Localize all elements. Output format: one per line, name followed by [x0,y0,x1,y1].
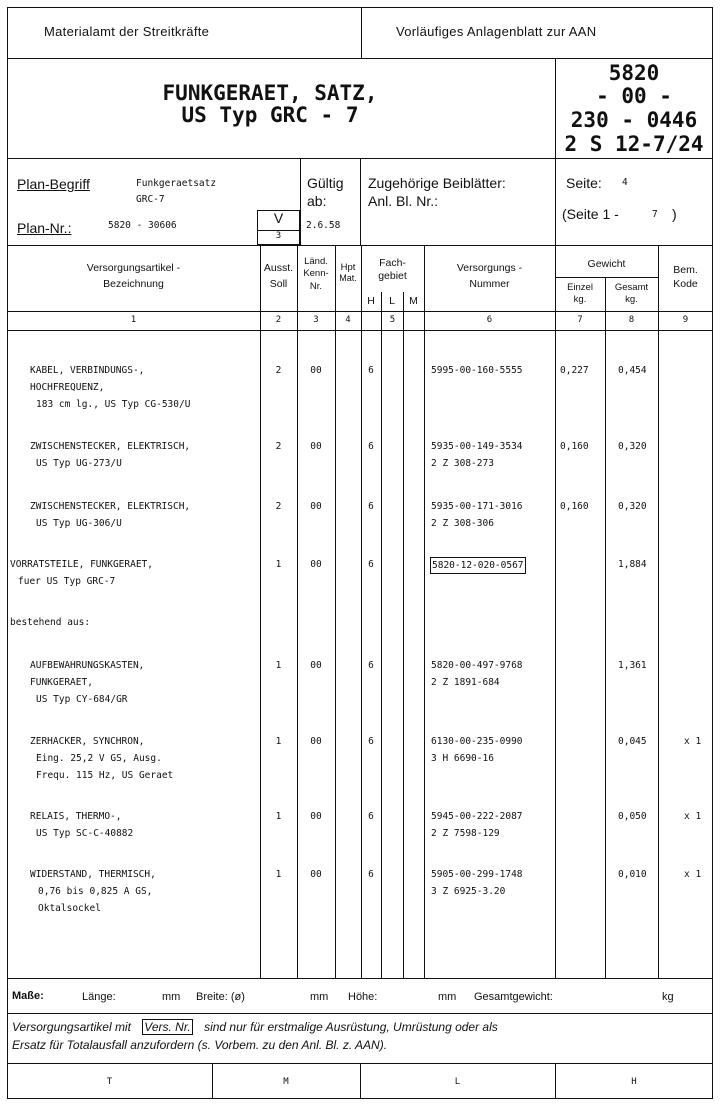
row-3-land-kenn: 00 [310,559,322,570]
row-6-land-kenn: 00 [310,811,322,822]
plan-nr-label: Plan-Nr.: [17,220,72,236]
row-5-versorgungs-nr: 6130-00-235-0990 [431,736,523,747]
nsn-code-3: 230 - 0446 [570,108,698,132]
col-header-land-3: Nr. [309,281,323,292]
col-number-4: 4 [345,315,351,325]
row-4-land-kenn: 00 [310,660,322,671]
version-letter: V [273,210,284,226]
col-number-5: 5 [389,315,396,325]
nsn-code-2: - 00 - [596,84,672,108]
row-0-soll: 2 [275,365,282,376]
note-line1 [12,1020,498,1034]
col-header-hpt-1: Hpt [340,262,356,273]
row-3-description-1: VORRATSTEILE, FUNKGERAET, [10,559,153,570]
col-header-fach-m: M [409,295,418,307]
row-1-versorgungs-nr: 5935-00-149-3534 [431,441,523,452]
category-t: T [106,1077,113,1087]
vers-nr-box: Vers. Nr. [144,1020,191,1034]
row-5-fach-h: 6 [368,736,374,747]
col-header-land-1: Länd. [304,256,328,267]
row-1-land-kenn: 00 [310,441,322,452]
col-header-fach-2: gebiet [378,270,407,282]
row-4-description-1: AUFBEWAHRUNGSKASTEN, [30,660,145,671]
seite-range-open: (Seite 1 - [562,206,619,222]
col-header-bezeichnung-2: Bezeichnung [103,278,164,290]
seite-range-value: 7 [652,209,658,220]
col-number-1: 1 [130,315,137,325]
row-2-description-2: US Typ UG-306/U [36,518,122,529]
row-5-land-kenn: 00 [310,736,322,747]
gesamtgewicht-unit: kg [662,991,674,1003]
row-4-fach-h: 6 [368,660,374,671]
row-2-description-1: ZWISCHENSTECKER, ELEKTRISCH, [30,501,191,512]
row-2-soll: 2 [275,501,282,512]
breite-unit: mm [310,991,329,1003]
seite-range-close: ) [672,206,677,222]
row-3-soll: 1 [275,559,282,570]
row-7-description-3: Oktalsockel [38,903,101,914]
row-7-versorgungs-nr: 5905-00-299-1748 [431,869,523,880]
row-2-ersatz-nr: 2 Z 308-306 [431,518,494,529]
row-5-bem-kode: x 1 [684,736,702,747]
row-7-land-kenn: 00 [310,869,322,880]
seite-label: Seite: [566,175,602,191]
row-2-gewicht-einzel: 0,160 [560,501,589,512]
row-7-ersatz-nr: 3 Z 6925-3.20 [431,886,506,897]
item-title-line2: US Typ GRC - 7 [181,103,359,127]
breite-label: Breite: (ø) [196,991,245,1003]
header-form-title: Vorläufiges Anlagenblatt zur AAN [396,24,597,39]
seite-value: 4 [622,177,628,188]
col-number-8: 8 [628,315,635,325]
row-6-ersatz-nr: 2 Z 7598-129 [431,828,500,839]
row-4-description-2: FUNKGERAET, [30,677,93,688]
row-0-description-2: HOCHFREQUENZ, [30,382,105,393]
col-header-ausst-2: Soll [269,278,288,290]
col-number-7: 7 [577,315,583,325]
col-header-ausst-1: Ausst. [263,262,294,274]
row-2-fach-h: 6 [368,501,374,512]
row-4-description-3: US Typ CY-684/GR [36,694,128,705]
col-header-bem-1: Bem. [673,264,698,276]
row-6-soll: 1 [275,811,282,822]
row-7-bem-kode: x 1 [684,869,702,880]
row-0-description-3: 183 cm lg., US Typ CG-530/U [36,399,191,410]
category-m: M [283,1077,289,1087]
laenge-unit: mm [162,991,181,1003]
row-6-fach-h: 6 [368,811,374,822]
gueltig-label-2: ab: [307,193,327,209]
row-1-description-2: US Typ UG-273/U [36,458,122,469]
row-5-gewicht-gesamt: 0,045 [618,736,647,747]
gueltig-label-1: Gültig [307,175,344,191]
row-7-soll: 1 [275,869,282,880]
hoehe-unit: mm [438,991,457,1003]
bestehend-label: bestehend aus: [10,617,91,628]
row-7-description-1: WIDERSTAND, THERMISCH, [30,869,156,880]
col-number-3: 3 [313,315,319,325]
beiblaetter-label-2: Anl. Bl. Nr.: [368,193,439,209]
row-0-land-kenn: 00 [310,365,322,376]
row-5-description-2: Eing. 25,2 V GS, Ausg. [36,753,162,764]
row-6-description-2: US Typ SC-C-40882 [36,828,134,839]
note-text-b: sind nur für erstmalige Ausrüstung, Umrüstung oder als [204,1020,498,1034]
header-authority: Materialamt der Streitkräfte [44,24,210,39]
col-header-vnr-1: Versorgungs - [456,262,523,274]
col-number-9: 9 [682,315,689,325]
col-header-einzel-1: Einzel [567,282,593,293]
col-header-einzel-2: kg. [573,294,587,305]
row-7-description-2: 0,76 bis 0,825 A GS, [38,886,153,897]
row-1-ersatz-nr: 2 Z 308-273 [431,458,494,469]
row-4-gewicht-gesamt: 1,361 [618,660,647,671]
col-header-gesamt-2: kg. [625,294,638,305]
row-4-versorgungs-nr: 5820-00-497-9768 [431,660,523,671]
row-1-fach-h: 6 [368,441,374,452]
col-header-gesamt-1: Gesamt [614,282,649,293]
row-3-fach-h: 6 [368,559,374,570]
row-1-gewicht-einzel: 0,160 [560,441,589,452]
note-text-a: Versorgungsartikel mit [12,1020,131,1034]
col-header-fach-l: L [389,295,395,307]
row-2-gewicht-gesamt: 0,320 [618,501,647,512]
row-6-description-1: RELAIS, THERMO-, [30,811,122,822]
col-header-vnr-2: Nummer [469,278,510,290]
beiblaetter-label-1: Zugehörige Beiblätter: [368,175,506,191]
row-0-fach-h: 6 [368,365,374,376]
hoehe-label: Höhe: [348,991,378,1003]
row-4-soll: 1 [275,660,282,671]
row-0-versorgungs-nr: 5995-00-160-5555 [431,365,523,376]
plan-begriff-label: Plan-Begriff [17,176,90,192]
row-0-description-1: KABEL, VERBINDUNGS-, [30,365,145,376]
gesamtgewicht-label: Gesamtgewicht: [474,991,553,1003]
row-6-bem-kode: x 1 [684,811,702,822]
row-3-versorgungs-nr: 5820-12-020-0567 [430,557,526,574]
category-l: L [454,1077,461,1087]
row-1-gewicht-gesamt: 0,320 [618,441,647,452]
col-header-bem-2: Kode [673,278,698,290]
col-header-gewicht: Gewicht [587,258,626,270]
row-6-versorgungs-nr: 5945-00-222-2087 [431,811,523,822]
col-header-fach-h: H [367,295,375,307]
row-5-description-3: Frequ. 115 Hz, US Geraet [36,770,174,781]
note-line2: Ersatz für Totalausfall anzufordern (s. Vorbem. zu den Anl. Bl. z. AAN). [12,1038,388,1052]
row-7-gewicht-gesamt: 0,010 [618,869,647,880]
category-h: H [631,1077,637,1087]
row-5-description-1: ZERHACKER, SYNCHRON, [30,736,145,747]
col-header-hpt-2: Mat. [339,273,357,283]
nsn-code-4: 2 S 12-7/24 [564,132,704,156]
col-header-bezeichnung-1: Versorgungsartikel - [86,262,181,274]
col-header-land-2: Kenn- [303,268,329,279]
row-2-versorgungs-nr: 5935-00-171-3016 [431,501,523,512]
row-7-fach-h: 6 [368,869,374,880]
row-1-soll: 2 [275,441,282,452]
nsn-code-1: 5820 [608,61,660,85]
col-number-6: 6 [486,315,493,325]
row-3-description-2: fuer US Typ GRC-7 [18,576,116,587]
row-5-ersatz-nr: 3 H 6690-16 [431,753,494,764]
row-4-ersatz-nr: 2 Z 1891-684 [431,677,500,688]
version-sub: 3 [275,231,282,241]
col-number-2: 2 [275,315,282,325]
row-0-gewicht-gesamt: 0,454 [618,365,647,376]
item-title-line1: FUNKGERAET, SATZ, [162,81,378,105]
masse-label: Maße: [12,990,44,1002]
laenge-label: Länge: [82,991,116,1003]
row-2-land-kenn: 00 [310,501,322,512]
row-3-gewicht-gesamt: 1,884 [618,559,647,570]
plan-nr-value: 5820 - 30606 [108,220,177,231]
row-5-soll: 1 [275,736,282,747]
row-6-gewicht-gesamt: 0,050 [618,811,647,822]
row-0-gewicht-einzel: 0,227 [560,365,589,376]
row-1-description-1: ZWISCHENSTECKER, ELEKTRISCH, [30,441,191,452]
gueltig-value: 2.6.58 [306,220,341,231]
plan-begriff-value2: GRC-7 [136,194,165,205]
col-header-fach-1: Fach- [379,257,406,269]
plan-begriff-value1: Funkgeraetsatz [136,178,217,189]
